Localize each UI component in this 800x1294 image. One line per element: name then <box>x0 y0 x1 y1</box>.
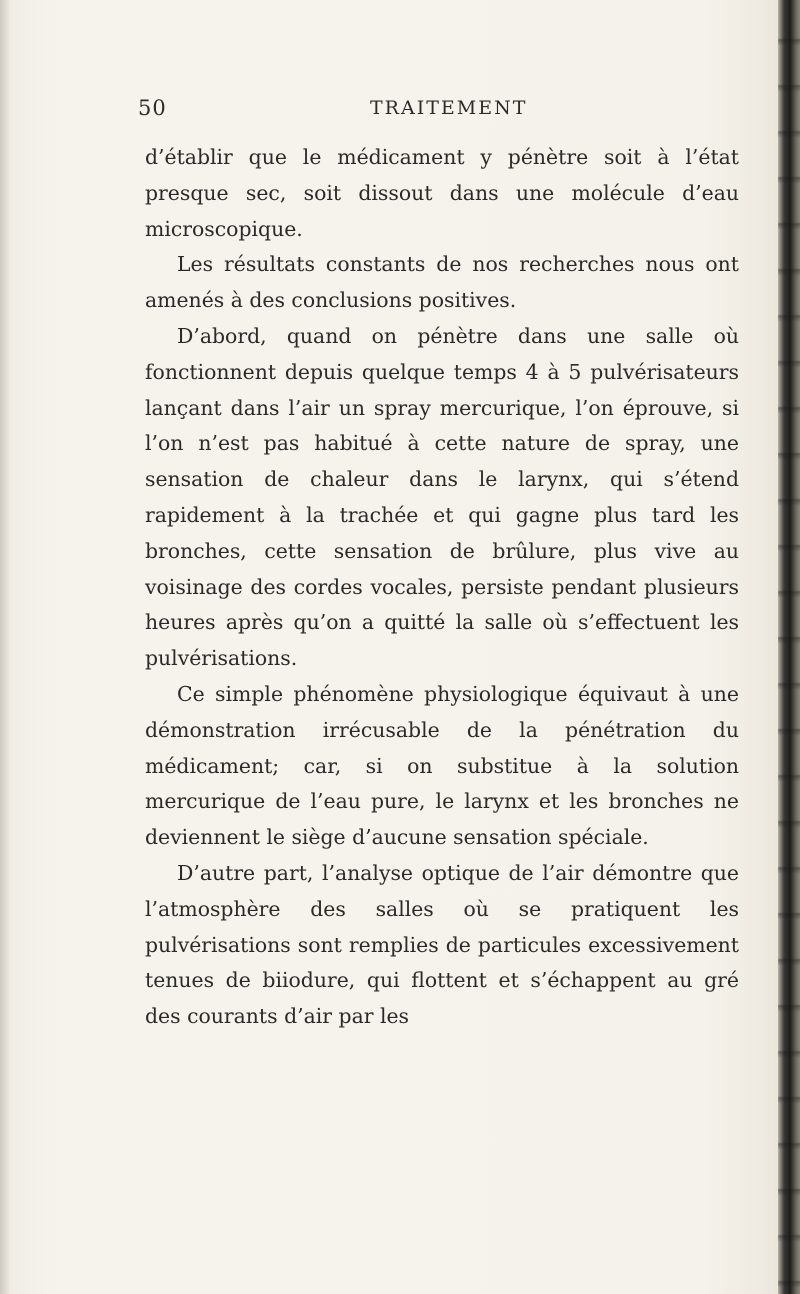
paragraph-2: Les résultats constants de nos recherches nous ont amenés à des conclusions positives. <box>145 252 739 313</box>
body-text <box>145 140 739 1035</box>
page-number: 50 <box>138 96 167 120</box>
binding-shadow <box>0 0 10 1294</box>
paragraph-4: Ce simple phénomène physiologique équivaut à une démonstration irrécusable de la pénétration du médicament; car, si on substitue à la solution mercurique de l’eau pure, le larynx et les bronches ne deviennent le siège d’aucune sensation spéciale. <box>145 681 739 850</box>
paragraph-1: d’établir que le médicament y pénètre soit à l’état presque sec, soit dissout dans une molécule d’eau microscopique. <box>145 145 739 241</box>
paragraph-5: D’autre part, l’analyse optique de l’air démontre que l’atmosphère des salles où se pratiquent les pulvérisations sont remplies de particules excessivement tenues de biiodure, qui flottent et s’échappent au gré des courants d’air par les <box>145 860 739 1029</box>
page-edge-shadow <box>778 0 800 1294</box>
page-header <box>138 96 740 136</box>
paragraph-3: D’abord, quand on pénètre dans une salle où fonctionnent depuis quelque temps 4 à 5 pulvérisateurs lançant dans l’air un spray mercurique, l’on éprouve, si l’on n’est pas habitué à cette nature de spray, une sensation de chaleur dans le larynx, qui s’étend rapidement à la trachée et qui gagne plus tard les bronches, cette sensation de brûlure, plus vive au voisinage des cordes vocales, persiste pendant plusieurs heures après qu’on a quitté la salle où s’effectuent les pulvérisations. <box>145 323 739 671</box>
running-head: TRAITEMENT <box>370 97 528 119</box>
